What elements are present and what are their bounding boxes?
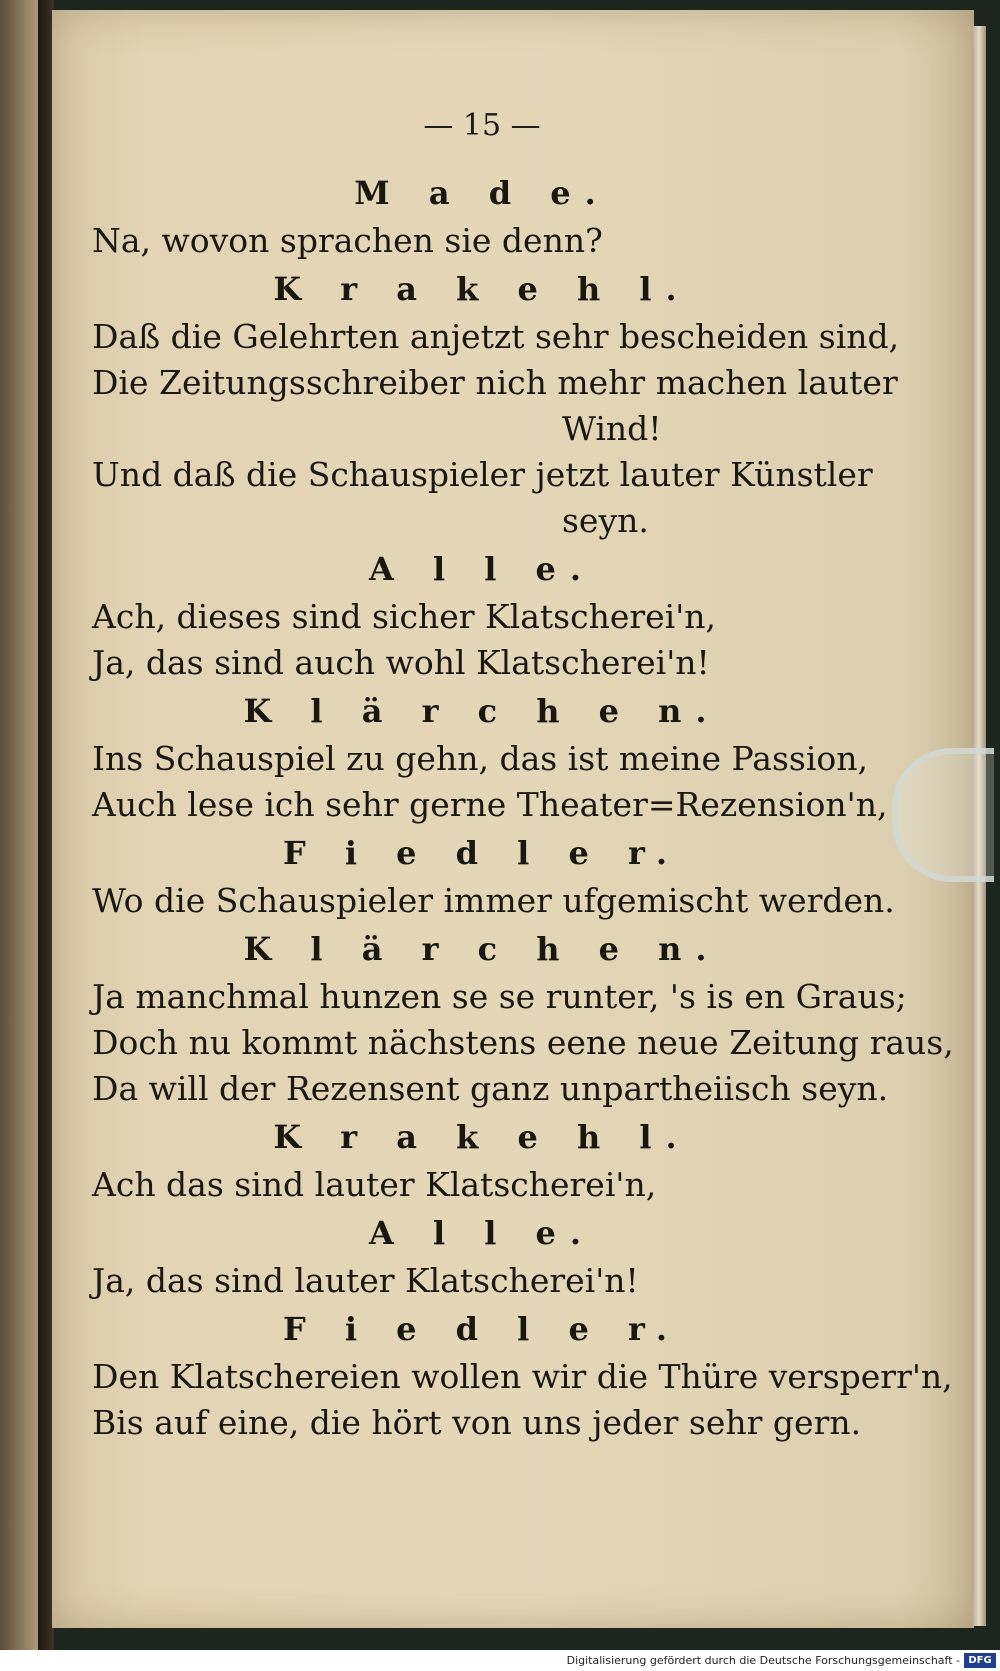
dialogue-block (92, 1112, 872, 1208)
speaker-name: A l l e. (368, 1214, 596, 1252)
verse-line: Na, wovon sprachen sie denn? (92, 221, 603, 260)
verse-line: Ach, dieses sind sicher Klatscherei'n, (92, 597, 717, 636)
verse-line: Ja, das sind auch wohl Klatscherei'n! (92, 643, 710, 682)
page-number: — 15 — (423, 108, 541, 143)
speaker-name: A l l e. (368, 550, 596, 588)
dialogue-block (92, 924, 954, 1112)
footer-credit: Digitalisierung gefördert durch die Deutsche Forschungsgemeinschaft - (566, 1654, 960, 1667)
verse-line: Ja, das sind lauter Klatscherei'n! (92, 1261, 639, 1300)
verse-line: Ach das sind lauter Klatscherei'n, (92, 1165, 657, 1204)
speaker-name: M a d e. (354, 174, 610, 212)
verse-line: Den Klatschereien wollen wir die Thüre versperr'n, (92, 1357, 953, 1396)
dialogue-block (92, 828, 895, 924)
verse-line: Wo die Schauspieler immer ufgemischt werden. (92, 881, 895, 920)
speaker-name: K l ä r c h e n. (243, 692, 721, 730)
dialogue-block (92, 168, 872, 264)
verse-line: Doch nu kommt nächstens eene neue Zeitung raus, (92, 1023, 954, 1062)
dialogue-block (92, 264, 900, 544)
verse-line: Die Zeitungsschreiber nich mehr machen lauter (92, 363, 898, 402)
footer-bar (0, 1650, 1000, 1671)
speaker-name: F i e d l e r. (282, 1310, 682, 1348)
dialogue-block (92, 686, 888, 828)
speaker-name: K l ä r c h e n. (243, 930, 721, 968)
verse-line: Da will der Rezensent ganz unpartheiisch seyn. (92, 1069, 889, 1108)
verse-line: Ins Schauspiel zu gehn, das ist meine Passion, (92, 739, 868, 778)
verse-line: Auch lese ich sehr gerne Theater=Rezension'n, (92, 785, 888, 824)
dialogue (92, 168, 954, 1446)
page-text (92, 104, 954, 1446)
dialogue-block (92, 544, 872, 686)
verse-line: seyn. (562, 501, 649, 540)
dialogue-block (92, 1208, 872, 1304)
verse-line: Ja manchmal hunzen se se runter, 's is en Graus; (92, 977, 907, 1016)
verse-line: Wind! (562, 409, 662, 448)
verse-line: Daß die Gelehrten anjetzt sehr bescheiden sind, (92, 317, 900, 356)
page-clip (892, 748, 994, 882)
speaker-name: K r a k e h l. (273, 1118, 691, 1156)
speaker-name: K r a k e h l. (273, 270, 691, 308)
dialogue-block (92, 1304, 953, 1446)
dfg-logo: DFG (964, 1653, 996, 1668)
verse-line: Und daß die Schauspieler jetzt lauter Künstler (92, 455, 873, 494)
speaker-name: F i e d l e r. (282, 834, 682, 872)
verse-line: Bis auf eine, die hört von uns jeder sehr gern. (92, 1403, 862, 1442)
